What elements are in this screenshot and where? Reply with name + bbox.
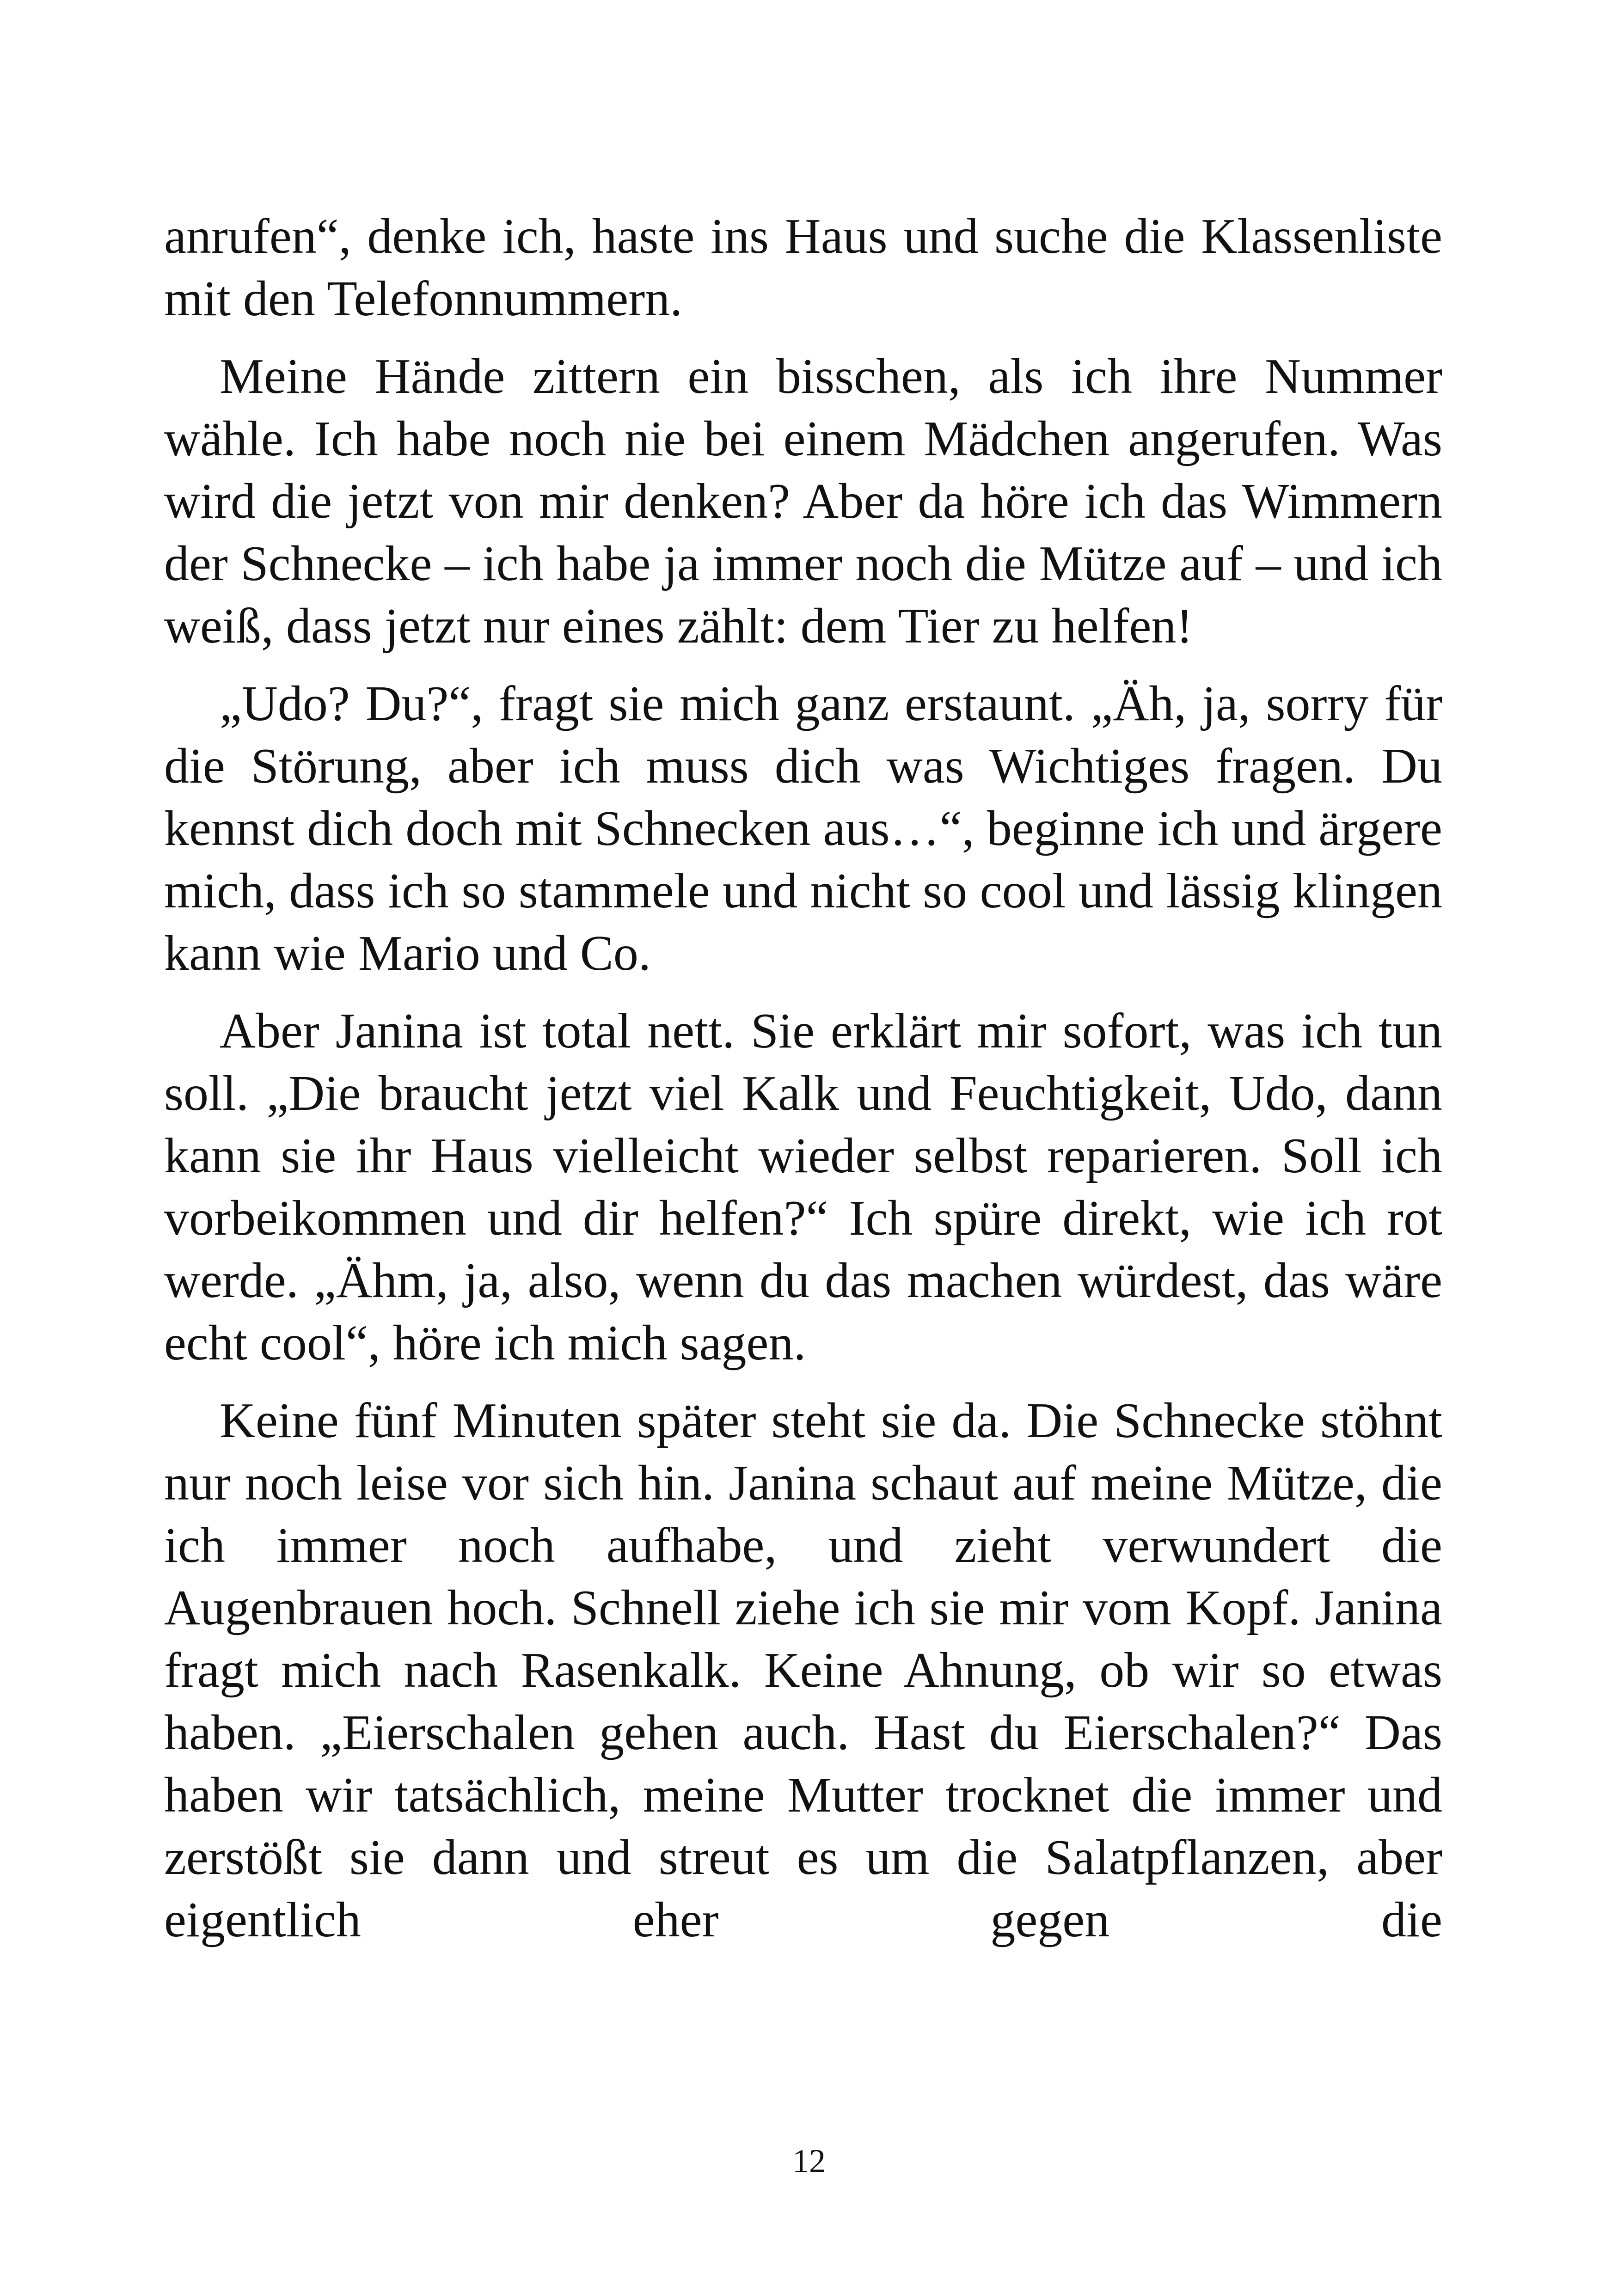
- paragraph-1: anrufen“, denke ich, haste ins Haus und suche die Klassenliste mit den Telefonnummern.: [164, 209, 1442, 326]
- page-number: 12: [792, 2143, 826, 2180]
- paragraph-3: „Udo? Du?“, fragt sie mich ganz erstaunt. „Äh, ja, sorry für die Störung, aber ich muss dich was Wichtiges fragen. Du kennst dich doch mit Schnecken aus…“, beginne ich und ärgere mich, dass ich so stammele und nicht so cool und lässig klingen kann wie Mario und Co.: [164, 676, 1442, 981]
- paragraph-5: Keine fünf Minuten später steht sie da. Die Schnecke stöhnt nur noch leise vor sich hin. Janina schaut auf meine Mütze, die ich immer noch aufhabe, und zieht verwundert die Augenbrauen hoch. Schnell ziehe ich sie mir vom Kopf. Janina fragt mich nach Rasenkalk. Keine Ahnung, ob wir so etwas haben. „Eierschalen gehen auch. Hast du Eierschalen?“ Das haben wir tatsächlich, meine Mutter trocknet die immer und zerstößt sie dann und streut es um die Salatpflanzen, aber eigentlich eher gegen die: [164, 1393, 1442, 1947]
- paragraph-2: Meine Hände zittern ein bisschen, als ich ihre Nummer wähle. Ich habe noch nie bei einem Mädchen angerufen. Was wird die jetzt von mir denken? Aber da höre ich das Wimmern der Schnecke – ich habe ja immer noch die Mütze auf – und ich weiß, dass jetzt nur eines zählt: dem Tier zu helfen!: [164, 349, 1442, 654]
- paragraph-4: Aber Janina ist total nett. Sie erklärt mir sofort, was ich tun soll. „Die braucht jetzt viel Kalk und Feuchtigkeit, Udo, dann kann sie ihr Haus vielleicht wieder selbst reparieren. Soll ich vorbeikommen und dir helfen?“ Ich spüre direkt, wie ich rot werde. „Ähm, ja, also, wenn du das machen würdest, das wäre echt cool“, höre ich mich sagen.: [164, 1004, 1442, 1371]
- body-text: [164, 205, 1442, 1966]
